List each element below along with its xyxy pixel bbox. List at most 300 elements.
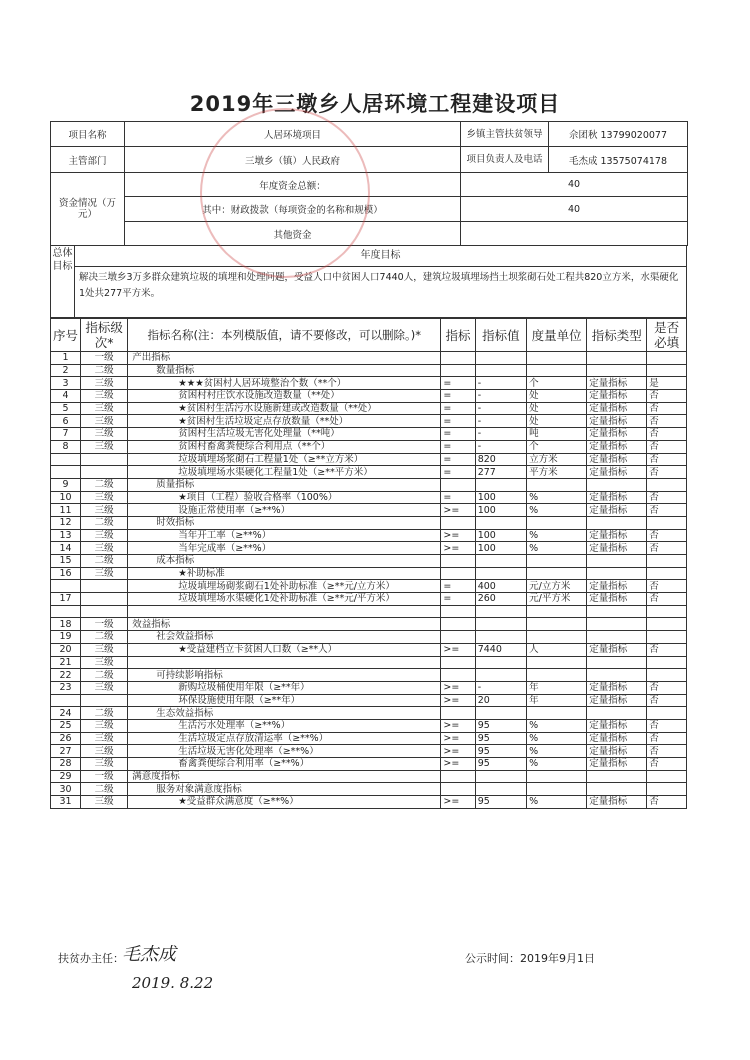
row-no: 30	[51, 783, 81, 796]
row-required	[647, 605, 687, 618]
row-unit: 人	[527, 643, 587, 656]
indicator-table-header	[51, 319, 687, 352]
row-no: 4	[51, 390, 81, 403]
table-row	[51, 758, 687, 771]
row-unit: 处	[527, 415, 587, 428]
row-level: 三级	[81, 491, 128, 504]
document-title: 2019年三墩乡人居环境工程建设项目	[189, 92, 561, 116]
row-unit	[527, 707, 587, 720]
row-type	[587, 516, 647, 529]
row-level: 一级	[81, 352, 128, 365]
row-unit	[527, 770, 587, 783]
objective-year-label: 年度目标	[75, 245, 686, 267]
table-row	[51, 428, 687, 441]
row-name: 环保设施使用年限（≥**年）	[128, 694, 441, 707]
row-required: 否	[647, 504, 687, 517]
row-unit	[527, 555, 587, 568]
row-level: 三级	[81, 758, 128, 771]
funds-table	[50, 172, 688, 246]
row-level: 三级	[81, 681, 128, 694]
table-row	[51, 555, 687, 568]
row-value: 820	[475, 453, 526, 466]
table-row	[51, 605, 687, 618]
row-level: 三级	[81, 390, 128, 403]
row-value: 100	[475, 491, 526, 504]
row-op	[441, 631, 475, 644]
row-type	[587, 478, 647, 491]
row-name: 生态效益指标	[128, 707, 441, 720]
row-type: 定量指标	[587, 440, 647, 453]
row-level: 二级	[81, 707, 128, 720]
header-required: 是否必填	[647, 319, 687, 352]
row-value: -	[475, 402, 526, 415]
row-required: 否	[647, 402, 687, 415]
project-header-table	[50, 121, 688, 173]
row-required: 是	[647, 377, 687, 390]
row-level: 三级	[81, 796, 128, 809]
row-op: =	[441, 428, 475, 441]
table-row	[51, 478, 687, 491]
row-unit	[527, 631, 587, 644]
row-name: 成本指标	[128, 555, 441, 568]
row-value: -	[475, 681, 526, 694]
row-required	[647, 669, 687, 682]
table-row	[51, 567, 687, 580]
row-value: 100	[475, 542, 526, 555]
row-op: =	[441, 491, 475, 504]
row-unit	[527, 669, 587, 682]
header-unit: 度量单位	[527, 319, 587, 352]
table-row	[51, 402, 687, 415]
row-name: 贫困村生活垃圾无害化处理量（**吨）	[128, 428, 441, 441]
row-op: >=	[441, 504, 475, 517]
row-name: 生活垃圾定点存放清运率（≥**%）	[128, 732, 441, 745]
row-no	[51, 694, 81, 707]
row-level: 三级	[81, 732, 128, 745]
header-value: 指标值	[475, 319, 526, 352]
row-name: 效益指标	[128, 618, 441, 631]
table-row	[51, 377, 687, 390]
row-op	[441, 364, 475, 377]
row-required	[647, 783, 687, 796]
row-name: 贫困村村庄饮水设施改造数量（**处）	[128, 390, 441, 403]
row-required: 否	[647, 491, 687, 504]
row-type	[587, 605, 647, 618]
row-required: 否	[647, 745, 687, 758]
row-no: 9	[51, 478, 81, 491]
header-op: 指标	[441, 319, 475, 352]
row-name: 可持续影响指标	[128, 669, 441, 682]
table-row	[51, 580, 687, 593]
row-value	[475, 478, 526, 491]
row-value: 7440	[475, 643, 526, 656]
row-type: 定量指标	[587, 694, 647, 707]
funds-other-value	[461, 222, 688, 246]
row-no: 17	[51, 593, 81, 606]
row-no	[51, 580, 81, 593]
funds-fiscal-label: 其中：财政拨款（每项资金的名称和规模）	[125, 197, 461, 222]
row-required: 否	[647, 542, 687, 555]
row-required: 否	[647, 466, 687, 479]
row-name: 贫困村畜禽粪便综合利用点（**个）	[128, 440, 441, 453]
row-level	[81, 453, 128, 466]
table-row	[51, 593, 687, 606]
row-type: 定量指标	[587, 745, 647, 758]
row-unit: 元/平方米	[527, 593, 587, 606]
row-required	[647, 707, 687, 720]
row-level: 一级	[81, 770, 128, 783]
row-value	[475, 669, 526, 682]
row-value	[475, 618, 526, 631]
row-value	[475, 364, 526, 377]
row-required	[647, 516, 687, 529]
row-unit: 个	[527, 377, 587, 390]
row-unit: 元/立方米	[527, 580, 587, 593]
row-name: 新购垃圾桶使用年限（≥**年）	[128, 681, 441, 694]
table-row	[51, 669, 687, 682]
row-name: 满意度指标	[128, 770, 441, 783]
row-op: >=	[441, 732, 475, 745]
table-row	[51, 631, 687, 644]
row-type	[587, 555, 647, 568]
row-op: =	[441, 377, 475, 390]
row-type: 定量指标	[587, 542, 647, 555]
row-name: ★补助标准	[128, 567, 441, 580]
row-no: 29	[51, 770, 81, 783]
funds-total-value: 40	[461, 173, 688, 197]
row-no: 26	[51, 732, 81, 745]
row-level: 一级	[81, 618, 128, 631]
row-unit: %	[527, 796, 587, 809]
row-op	[441, 707, 475, 720]
table-row	[51, 453, 687, 466]
row-no: 7	[51, 428, 81, 441]
row-value	[475, 783, 526, 796]
row-level: 二级	[81, 478, 128, 491]
row-required	[647, 352, 687, 365]
row-value: 277	[475, 466, 526, 479]
row-name: ★项目（工程）验收合格率（100%）	[128, 491, 441, 504]
row-required	[647, 364, 687, 377]
row-value: 100	[475, 504, 526, 517]
row-unit	[527, 567, 587, 580]
row-value: 20	[475, 694, 526, 707]
row-unit: %	[527, 732, 587, 745]
row-no: 25	[51, 719, 81, 732]
row-required: 否	[647, 732, 687, 745]
row-required	[647, 567, 687, 580]
row-required	[647, 618, 687, 631]
table-row	[51, 491, 687, 504]
row-unit	[527, 605, 587, 618]
row-no: 3	[51, 377, 81, 390]
row-level	[81, 466, 128, 479]
row-name: 畜禽粪便综合利用率（≥**%）	[128, 758, 441, 771]
row-no: 2	[51, 364, 81, 377]
row-type	[587, 707, 647, 720]
row-name: ★受益建档立卡贫困人口数（≥**人）	[128, 643, 441, 656]
row-op: =	[441, 390, 475, 403]
row-name	[128, 605, 441, 618]
table-row	[51, 504, 687, 517]
table-row	[51, 352, 687, 365]
row-type: 定量指标	[587, 643, 647, 656]
row-no: 19	[51, 631, 81, 644]
row-unit: 年	[527, 681, 587, 694]
row-op	[441, 555, 475, 568]
table-row	[51, 745, 687, 758]
row-type: 定量指标	[587, 466, 647, 479]
row-value	[475, 555, 526, 568]
row-name: ★贫困村生活污水设施新建或改造数量（**处）	[128, 402, 441, 415]
row-op: =	[441, 402, 475, 415]
row-type	[587, 656, 647, 669]
funds-other-label: 其他资金	[125, 222, 461, 246]
row-level: 三级	[81, 643, 128, 656]
funds-total-label: 年度资金总额：	[125, 173, 461, 197]
row-no: 22	[51, 669, 81, 682]
row-op: =	[441, 440, 475, 453]
row-level: 三级	[81, 656, 128, 669]
row-no	[51, 453, 81, 466]
row-value	[475, 707, 526, 720]
row-no: 27	[51, 745, 81, 758]
row-op	[441, 478, 475, 491]
row-name: 当年开工率（≥**%）	[128, 529, 441, 542]
row-unit	[527, 478, 587, 491]
row-value: 95	[475, 758, 526, 771]
table-row	[51, 719, 687, 732]
row-type	[587, 364, 647, 377]
table-row	[51, 681, 687, 694]
row-level	[81, 605, 128, 618]
row-level: 二级	[81, 364, 128, 377]
row-required: 否	[647, 415, 687, 428]
row-required	[647, 478, 687, 491]
row-op: >=	[441, 681, 475, 694]
row-level: 三级	[81, 745, 128, 758]
table-row	[51, 732, 687, 745]
row-level: 二级	[81, 555, 128, 568]
row-type	[587, 618, 647, 631]
row-unit: %	[527, 758, 587, 771]
table-row	[51, 656, 687, 669]
row-name: 垃圾填埋场水渠硬化1处补助标准（≥**元/平方米）	[128, 593, 441, 606]
row-level: 三级	[81, 415, 128, 428]
row-required: 否	[647, 796, 687, 809]
row-level: 三级	[81, 504, 128, 517]
row-name: 产出指标	[128, 352, 441, 365]
row-level: 三级	[81, 440, 128, 453]
row-type: 定量指标	[587, 377, 647, 390]
row-level: 三级	[81, 428, 128, 441]
row-unit	[527, 352, 587, 365]
row-required: 否	[647, 694, 687, 707]
row-op: >=	[441, 694, 475, 707]
table-row	[51, 770, 687, 783]
row-type	[587, 631, 647, 644]
table-row	[51, 542, 687, 555]
row-value: -	[475, 415, 526, 428]
row-value: 260	[475, 593, 526, 606]
row-type: 定量指标	[587, 681, 647, 694]
table-row	[51, 618, 687, 631]
dept-value: 三墩乡（镇）人民政府	[125, 147, 461, 173]
row-unit	[527, 618, 587, 631]
row-level: 二级	[81, 783, 128, 796]
row-name: 时效指标	[128, 516, 441, 529]
row-level	[81, 580, 128, 593]
table-row	[51, 707, 687, 720]
row-name: 社会效益指标	[128, 631, 441, 644]
row-op: >=	[441, 529, 475, 542]
row-value: 100	[475, 529, 526, 542]
row-name: 服务对象满意度指标	[128, 783, 441, 796]
header-name: 指标名称(注：本列模版值，请不要修改，可以删除。)*	[128, 319, 441, 352]
header-no: 序号	[51, 319, 81, 352]
row-required: 否	[647, 390, 687, 403]
row-required: 否	[647, 643, 687, 656]
project-name-value: 人居环境项目	[125, 122, 461, 147]
row-name: 垃圾填埋场水渠硬化工程量1处（≥**平方米）	[128, 466, 441, 479]
row-name	[128, 656, 441, 669]
row-name: 当年完成率（≥**%）	[128, 542, 441, 555]
row-op	[441, 783, 475, 796]
row-unit: 个	[527, 440, 587, 453]
row-required: 否	[647, 580, 687, 593]
row-no: 18	[51, 618, 81, 631]
row-no: 16	[51, 567, 81, 580]
row-value: 95	[475, 732, 526, 745]
row-no: 23	[51, 681, 81, 694]
indicator-table	[50, 318, 687, 809]
row-unit	[527, 516, 587, 529]
row-unit	[527, 656, 587, 669]
table-row	[51, 390, 687, 403]
row-no: 6	[51, 415, 81, 428]
row-name: 垃圾填埋场砌浆砌石1处补助标准（≥**元/立方米）	[128, 580, 441, 593]
row-op: =	[441, 453, 475, 466]
row-op: =	[441, 593, 475, 606]
row-op	[441, 618, 475, 631]
row-op: =	[441, 466, 475, 479]
table-row	[51, 783, 687, 796]
row-unit: %	[527, 491, 587, 504]
row-name: 生活污水处理率（≥**%）	[128, 719, 441, 732]
row-value: 95	[475, 745, 526, 758]
row-name: 设施正常使用率（≥**%）	[128, 504, 441, 517]
row-no: 11	[51, 504, 81, 517]
row-type	[587, 669, 647, 682]
row-required	[647, 770, 687, 783]
row-op	[441, 352, 475, 365]
row-type: 定量指标	[587, 593, 647, 606]
row-name: ★受益群众满意度（≥**%）	[128, 796, 441, 809]
row-name: 生活垃圾无害化处理率（≥**%）	[128, 745, 441, 758]
row-value: 95	[475, 719, 526, 732]
row-op	[441, 567, 475, 580]
row-no: 12	[51, 516, 81, 529]
row-unit: %	[527, 504, 587, 517]
owner-label: 项目负责人及电话	[461, 147, 549, 173]
funds-fiscal-value: 40	[461, 197, 688, 222]
row-op: >=	[441, 719, 475, 732]
handwritten-signature: 毛杰成	[122, 944, 176, 965]
row-no: 10	[51, 491, 81, 504]
objective-block	[50, 245, 687, 318]
row-level: 三级	[81, 377, 128, 390]
row-required: 否	[647, 428, 687, 441]
row-value	[475, 352, 526, 365]
row-type: 定量指标	[587, 453, 647, 466]
row-unit: 吨	[527, 428, 587, 441]
table-row	[51, 694, 687, 707]
row-type: 定量指标	[587, 732, 647, 745]
project-name-label: 项目名称	[51, 122, 125, 147]
row-level: 三级	[81, 719, 128, 732]
row-op: >=	[441, 643, 475, 656]
row-no: 24	[51, 707, 81, 720]
row-no	[51, 466, 81, 479]
header-type: 指标类型	[587, 319, 647, 352]
row-level	[81, 593, 128, 606]
row-no: 13	[51, 529, 81, 542]
row-op	[441, 516, 475, 529]
row-value	[475, 605, 526, 618]
row-type: 定量指标	[587, 529, 647, 542]
row-value: 95	[475, 796, 526, 809]
objective-side-label: 总体目标	[51, 245, 75, 317]
table-row	[51, 516, 687, 529]
row-type: 定量指标	[587, 580, 647, 593]
handwritten-date: 2019. 8.22	[132, 974, 214, 992]
table-row	[51, 440, 687, 453]
row-no: 21	[51, 656, 81, 669]
row-no: 8	[51, 440, 81, 453]
row-no: 5	[51, 402, 81, 415]
objective-text: 解决三墩乡3万多群众建筑垃圾的填埋和处理问题，受益人口中贫困人口7440人，建筑垃圾填埋场挡土坝浆砌石处工程共820立方米，水渠硬化1处共277平方米。	[79, 272, 679, 299]
row-value: -	[475, 440, 526, 453]
row-value	[475, 656, 526, 669]
row-type: 定量指标	[587, 415, 647, 428]
row-type: 定量指标	[587, 390, 647, 403]
row-level: 二级	[81, 669, 128, 682]
row-value	[475, 631, 526, 644]
row-required: 否	[647, 593, 687, 606]
row-value	[475, 770, 526, 783]
row-no: 14	[51, 542, 81, 555]
row-op: >=	[441, 796, 475, 809]
row-name: ★贫困村生活垃圾定点存放数量（**处）	[128, 415, 441, 428]
row-level: 三级	[81, 542, 128, 555]
row-unit: 处	[527, 402, 587, 415]
row-required: 否	[647, 681, 687, 694]
row-unit: 年	[527, 694, 587, 707]
row-type: 定量指标	[587, 719, 647, 732]
row-value: -	[475, 428, 526, 441]
row-no: 28	[51, 758, 81, 771]
row-no: 1	[51, 352, 81, 365]
row-value: -	[475, 390, 526, 403]
leader-value: 佘团秋 13799020077	[549, 122, 688, 147]
leader-label: 乡镇主管扶贫领导	[461, 122, 549, 147]
row-level: 二级	[81, 631, 128, 644]
row-op: >=	[441, 745, 475, 758]
header-level: 指标级次*	[81, 319, 128, 352]
row-level	[81, 694, 128, 707]
row-value	[475, 567, 526, 580]
owner-value: 毛杰成 13575074178	[549, 147, 688, 173]
